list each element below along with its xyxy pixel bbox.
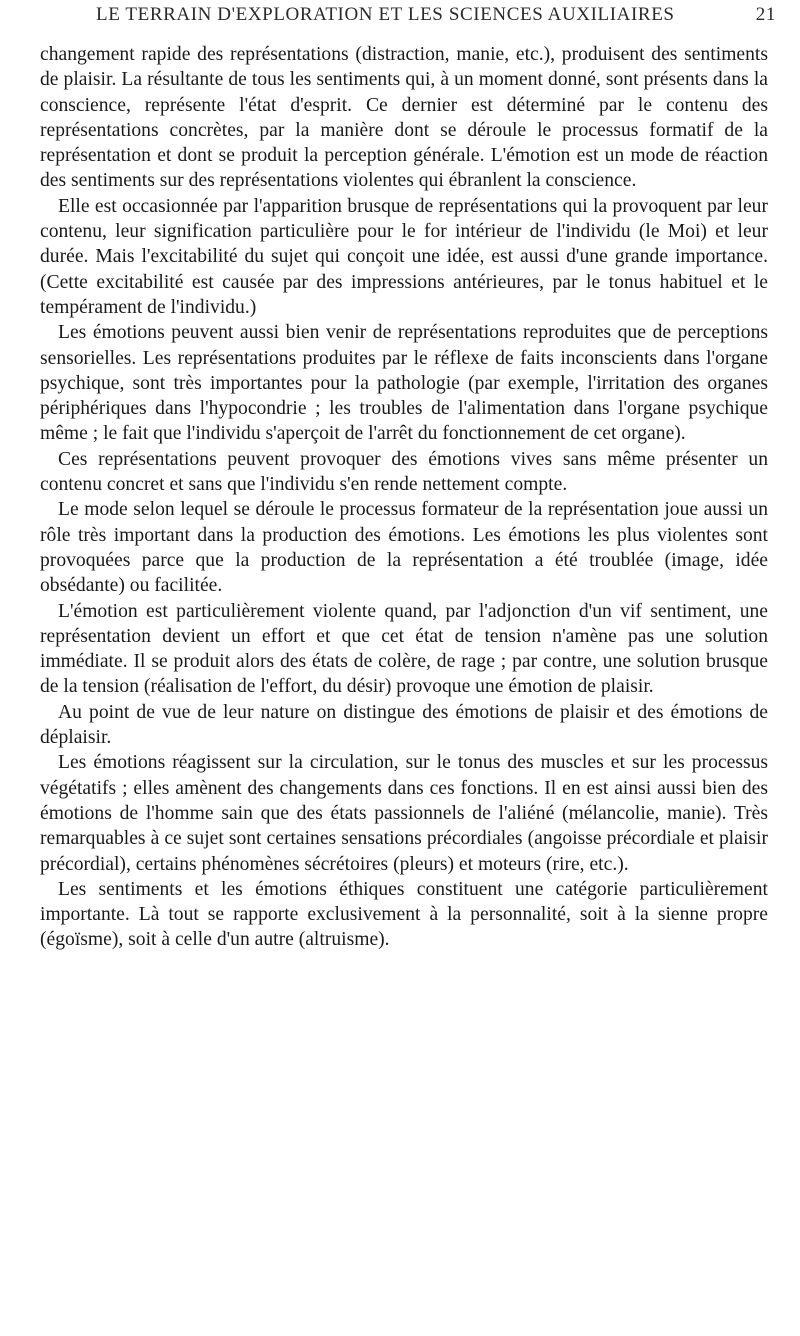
paragraph: Les émotions réagissent sur la circulation, sur le tonus des muscles et sur les processus végétatifs ; elles amènent des changements dans ces fonctions. Il en est ainsi aussi bien des émotions de l'homme sain que des états passionnels de l'aliéné (mélancolie, manie). Très remarquables à ce sujet sont certaines sensations précordiales (angoisse précordiale et plaisir précordial), certains phénomènes sécrétoires (pleurs) et moteurs (rire, etc.). — [40, 752, 768, 875]
running-title: LE TERRAIN D'EXPLORATION ET LES SCIENCES AUXILIAIRES — [96, 4, 675, 25]
paragraph: Au point de vue de leur nature on distingue des émotions de plaisir et des émotions de déplaisir. — [40, 701, 768, 749]
running-header — [96, 4, 776, 32]
paragraph: Elle est occasionnée par l'apparition brusque de représentations qui la provoquent par leur contenu, leur signification particulière pour le for intérieur de l'individu (le Moi) et leur durée. Mais l'excitabilité du sujet qui conçoit une idée, est aussi d'une grande importance. (Cette excitabilité est causée par des impressions antérieures, par le tonus habituel et le tempérament de l'individu.) — [40, 195, 768, 318]
page-number: 21 — [755, 4, 776, 25]
paragraph: Le mode selon lequel se déroule le processus formateur de la représentation joue aussi un rôle très important dans la production des émotions. Les émotions les plus violentes sont provoquées parce que la production de la représentation a été troublée (image, idée obsédante) ou facilitée. — [40, 499, 768, 597]
paragraph: Les émotions peuvent aussi bien venir de représentations reproduites que de perceptions sensorielles. Les représentations produites par le réflexe de faits inconscients dans l'organe psychique, sont très importantes pour la pathologie (par exemple, l'irritation des organes périphériques dans l'hypocondrie ; les troubles de l'alimentation dans l'organe psychique même ; le fait que l'individu s'aperçoit de l'arrêt du fonctionnement de cet organe). — [40, 322, 768, 445]
paragraph-continuation: changement rapide des représentations (distraction, manie, etc.), produisent des sentiments de plaisir. La résultante de tous les sentiments qui, à un moment donné, sont présents dans la conscience, représente l'état d'esprit. Ce dernier est déterminé par le contenu des représentations concrètes, par la manière dont se déroule le processus formatif de la représentation et dont se produit la perception générale. L'émotion est un mode de réaction des sentiments sur des représentations violentes qui ébranlent la conscience. — [40, 44, 768, 192]
paragraph: Les sentiments et les émotions éthiques constituent une catégorie particulièrement importante. Là tout se rapporte exclusivement à la personnalité, soit à la sienne propre (égoïsme), soit à celle d'un autre (altruisme). — [40, 878, 768, 951]
paragraph: Ces représentations peuvent provoquer des émotions vives sans même présenter un contenu concret et sans que l'individu s'en rende nettement compte. — [40, 448, 768, 496]
body-text — [40, 42, 768, 953]
paragraph: L'émotion est particulièrement violente quand, par l'adjonction d'un vif sentiment, une représentation devient un effort et que cet état de tension n'amène pas une solution immédiate. Il se produit alors des états de colère, de rage ; par contre, une solution brusque de la tension (réalisation de l'effort, du désir) provoque une émotion de plaisir. — [40, 600, 768, 698]
